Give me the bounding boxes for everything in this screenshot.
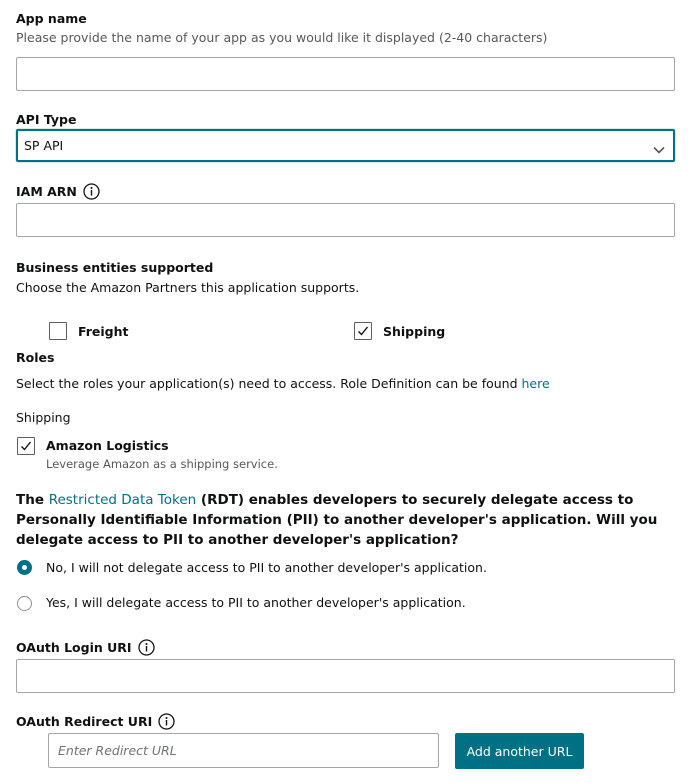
oauth-redirect-label: OAuth Redirect URI (16, 714, 153, 729)
oauth-redirect-label-row (16, 713, 175, 730)
check-icon (20, 440, 32, 452)
info-circle-icon[interactable] (138, 639, 155, 656)
roles-label: Roles (16, 350, 55, 365)
check-icon (357, 325, 369, 337)
rdt-prefix: The (16, 492, 49, 508)
rdt-yes-radio[interactable] (17, 596, 32, 611)
iam-arn-label: IAM ARN (16, 184, 77, 199)
api-type-label: API Type (16, 112, 77, 127)
api-type-select[interactable] (16, 129, 675, 162)
business-entities-hint: Choose the Amazon Partners this application supports. (16, 280, 360, 295)
business-entities-label: Business entities supported (16, 260, 214, 275)
chevron-down-icon (653, 140, 665, 150)
oauth-redirect-input-wrapper (48, 733, 439, 768)
rdt-suffix: (RDT) enables developers to securely delegate access to Personally Identifiable Information (PII) to another developer's application. Will you delegate access to PII to another developer's application? (16, 492, 658, 548)
restricted-data-token-link[interactable]: Restricted Data Token (48, 492, 197, 508)
shipping-checkbox[interactable] (354, 322, 372, 340)
info-circle-icon[interactable] (83, 183, 100, 200)
amazon-logistics-description: Leverage Amazon as a shipping service. (46, 457, 278, 471)
shipping-label: Shipping (383, 324, 446, 339)
role-definition-link[interactable]: here (521, 376, 550, 391)
freight-label: Freight (78, 324, 129, 339)
rdt-yes-label: Yes, I will delegate access to PII to another developer's application. (46, 595, 466, 610)
roles-description-text: Select the roles your application(s) need to access. Role Definition can be found (16, 376, 522, 391)
app-name-hint: Please provide the name of your app as you would like it displayed (2-40 characters) (16, 30, 548, 45)
oauth-login-label: OAuth Login URI (16, 640, 132, 655)
info-circle-icon[interactable] (158, 713, 175, 730)
add-another-url-button[interactable]: Add another URL (455, 733, 584, 769)
oauth-login-label-row (16, 639, 155, 656)
roles-description (16, 376, 550, 391)
iam-arn-input[interactable] (16, 203, 675, 237)
app-name-input[interactable] (16, 57, 675, 91)
rdt-no-radio[interactable] (17, 560, 32, 575)
iam-arn-label-row (16, 183, 100, 200)
rdt-question (16, 490, 676, 550)
api-type-selected-value: SP API (24, 138, 64, 153)
roles-group-label: Shipping (16, 410, 71, 425)
freight-checkbox[interactable] (49, 322, 67, 340)
amazon-logistics-checkbox[interactable] (17, 437, 35, 455)
rdt-no-label: No, I will not delegate access to PII to another developer's application. (46, 560, 487, 575)
app-name-label: App name (16, 11, 87, 26)
oauth-redirect-input[interactable] (49, 734, 438, 767)
oauth-login-input[interactable] (16, 659, 675, 693)
amazon-logistics-label: Amazon Logistics (46, 438, 169, 453)
